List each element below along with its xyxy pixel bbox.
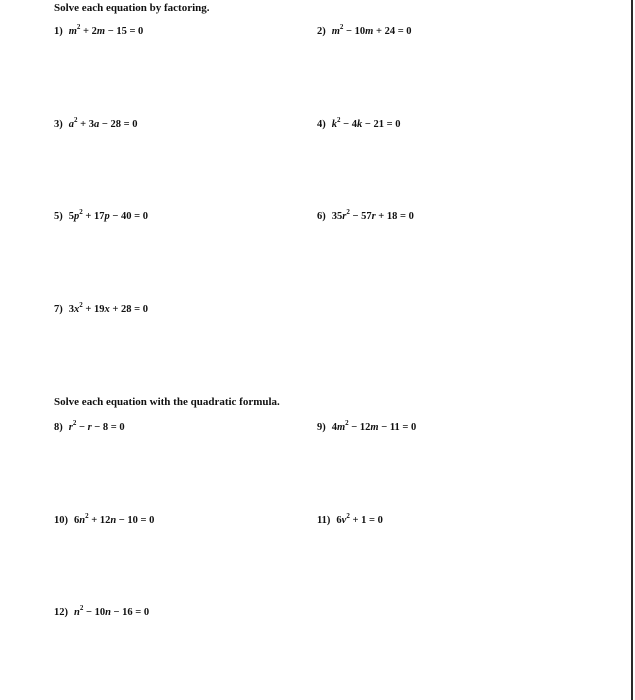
problem-equation: $5p^2 + 17p - 40 = 0$ — [68, 208, 148, 222]
problem-2 — [317, 23, 412, 37]
problem-8 — [54, 419, 125, 433]
problem-11 — [317, 512, 383, 526]
problem-3 — [54, 116, 138, 130]
problem-number: 1) — [54, 26, 63, 37]
problem-equation: $4m^2 - 12m - 11 = 0$ — [331, 419, 417, 433]
problem-7 — [54, 301, 148, 315]
problem-6 — [317, 208, 414, 222]
problem-number: 3) — [54, 119, 63, 130]
section-title-quadratic: Solve each equation with the quadratic formula. — [54, 396, 280, 408]
problem-number: 6) — [317, 211, 326, 222]
problem-12 — [54, 604, 150, 618]
problem-number: 9) — [317, 422, 326, 433]
problem-equation: $a^2 + 3a - 28 = 0$ — [68, 116, 138, 130]
problem-equation: $m^2 + 2m - 15 = 0$ — [68, 23, 144, 37]
problem-equation: $6v^2 + 1 = 0$ — [336, 512, 383, 526]
problem-equation: $35r^2 - 57r + 18 = 0$ — [331, 208, 414, 222]
problem-5 — [54, 208, 148, 222]
problem-equation: $6n^2 + 12n - 10 = 0$ — [74, 512, 155, 526]
problem-equation: $n^2 - 10n - 16 = 0$ — [74, 604, 150, 618]
problem-number: 11) — [317, 515, 331, 526]
problem-equation: $3x^2 + 19x + 28 = 0$ — [68, 301, 148, 315]
problem-10 — [54, 512, 155, 526]
problem-number: 7) — [54, 304, 63, 315]
problem-number: 4) — [317, 119, 326, 130]
problem-4 — [317, 116, 401, 130]
problem-equation: $m^2 - 10m + 24 = 0$ — [331, 23, 412, 37]
problem-equation: $k^2 - 4k - 21 = 0$ — [331, 116, 401, 130]
section-title-factoring: Solve each equation by factoring. — [54, 2, 210, 14]
problem-number: 8) — [54, 422, 63, 433]
problem-1 — [54, 23, 144, 37]
problem-number: 2) — [317, 26, 326, 37]
problem-number: 10) — [54, 515, 68, 526]
problem-equation: $r^2 - r - 8 = 0$ — [68, 419, 125, 433]
problem-9 — [317, 419, 417, 433]
problem-number: 12) — [54, 607, 68, 618]
problem-number: 5) — [54, 211, 63, 222]
